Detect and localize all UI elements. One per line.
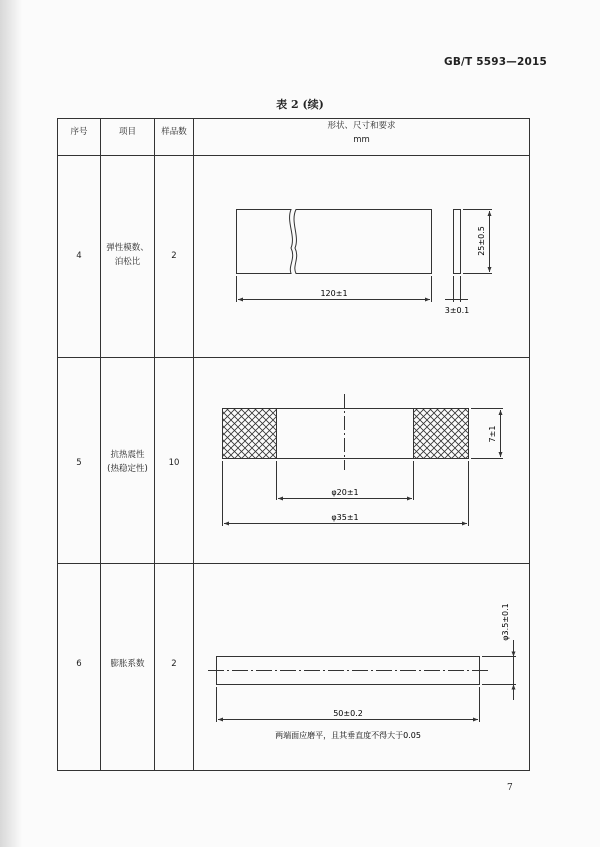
- header-seq: 序号: [70, 127, 88, 137]
- row5-item-line2: (热稳定性): [107, 464, 148, 474]
- row6-seq: 6: [76, 659, 82, 669]
- thickness-label: 3±0.1: [444, 306, 470, 315]
- table-title: 表 2 (续): [276, 98, 324, 111]
- header-item: 项目: [118, 127, 136, 137]
- row4-item-line1: 弹性模数、: [106, 243, 149, 253]
- page-number: 7: [507, 783, 513, 793]
- rod-note: 两端面应磨平，且其垂直度不得大于0.05: [275, 731, 421, 740]
- width-label: 25±0.5: [477, 226, 486, 256]
- standard-code: GB/T 5593—2015: [444, 56, 548, 68]
- length-label: 120±1: [320, 289, 348, 298]
- header-samples: 样品数: [161, 127, 187, 137]
- row4-seq: 4: [76, 251, 82, 261]
- rod-diameter-label: φ3.5±0.1: [501, 603, 510, 641]
- row6-item: 膨胀系数: [110, 659, 145, 669]
- header-shape: 形状、尺寸和要求: [327, 121, 396, 131]
- inner-diameter-label: φ20±1: [331, 488, 359, 497]
- rod-length-label: 50±0.2: [333, 709, 363, 718]
- row4-item-line2: 泊松比: [114, 257, 141, 267]
- row5-samples: 10: [168, 458, 180, 468]
- row6-samples: 2: [171, 659, 177, 669]
- row5-item-line1: 抗热震性: [110, 450, 145, 460]
- outer-diameter-label: φ35±1: [331, 513, 359, 522]
- row5-seq: 5: [76, 458, 82, 468]
- height-label: 7±1: [488, 425, 497, 443]
- header-unit: mm: [353, 135, 370, 145]
- row4-samples: 2: [171, 251, 177, 261]
